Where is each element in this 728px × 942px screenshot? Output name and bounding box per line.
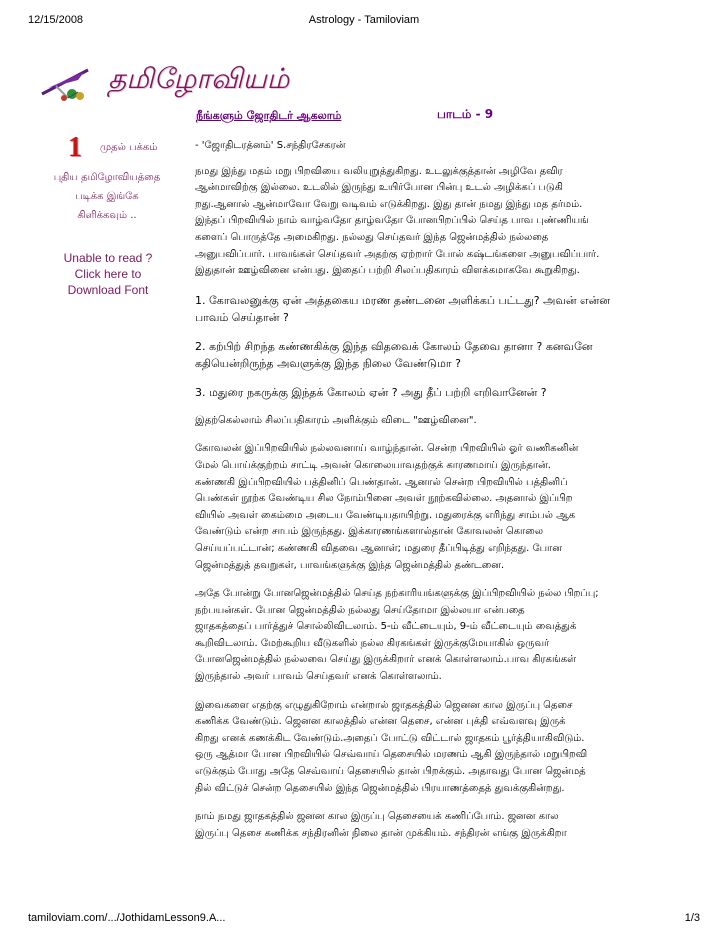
author-byline: - 'ஜோதிடரத்னம்' S.சந்திரசேகரன் (195, 140, 346, 151)
article-body (195, 138, 695, 854)
paragraph-line: எடுக்கும் போது அதே செவ்வாய் தெசையில் தான் பிறக்கும். அதாவது போன ஜென்மத் (195, 766, 586, 778)
first-page-label: முதல் பக்கம் (100, 142, 158, 153)
paragraph-line: செய்யப்பட்டான்; கண்ணகி விதவை ஆனாள்; மதுரை தீப்பிடித்து எறிந்தது. போன (195, 542, 562, 554)
paragraph-line: அதே போன்று போனஜென்மத்தில் செய்த நற்காரியங்களுக்கு இப்பிறவியில் நல்ல பிறப்பு; (195, 588, 599, 600)
paragraph (195, 698, 695, 798)
site-logo[interactable] (38, 58, 290, 108)
paragraph-line: இருப்பு தெசை கணிக்க சந்திரனின் நிலை தான் முக்கியம். சந்திரன் எங்கு இருக்கிறா (195, 827, 567, 839)
print-title: Astrology - Tamiloviam (308, 14, 420, 26)
paragraph-line: கணிக்க வேண்டும். ஜெனன காலத்தில் என்ன தெசை, என்ன புக்தி எவ்வளவு இருக் (195, 716, 566, 728)
quill-pen-icon (38, 64, 98, 104)
article-paragraphs (195, 164, 695, 843)
paragraph-line: இதுதான் ஊழ்வினை என்பது. இதைப் பற்றி சிலப்பதிகாரம் விளக்கமாகவே கூறுகிறது. (195, 265, 580, 277)
paragraph (195, 441, 695, 574)
paragraph-line: களைப் பொருத்தே அமைகிறது. நல்லது செய்தவர் இந்த ஜென்மத்தில் நல்லதை (195, 231, 549, 243)
lesson-number: பாடம் - 9 (437, 107, 494, 121)
paragraph-line: மேல் பொய்க்குற்றம் சாட்டி அவன் கொலையாவதற்குக் காரணமாய் இருந்தான். (195, 459, 551, 471)
paragraph (195, 586, 695, 686)
paragraph-line: இவைகளை எதற்கு எழுதுகிறோம் என்றால் ஜாதகத்தில் ஜெனன கால இருப்பு தெசை (195, 699, 573, 711)
paragraph (195, 164, 695, 280)
page-number: 1/3 (684, 912, 700, 924)
logo-text: தமிழோவியம் (108, 62, 290, 95)
lesson-title: நீங்களும் ஜோதிடர் ஆகலாம் (196, 109, 342, 122)
download-font-link[interactable] (38, 250, 178, 298)
paragraph-line: அனுபவிப்பார். பாவங்கள் செய்தவர் அதற்கு ஏற்றார் போல் கஷ்டங்களை அனுபவிப்பார். (195, 248, 600, 260)
print-footer (28, 912, 700, 928)
paragraph (195, 292, 695, 326)
paragraph-line: ஜாதகத்தைப் பார்த்துச் சொல்லிவிடலாம். 5-ம் வீட்டையும், 9-ம் வீட்டையும் வைத்துக் (195, 621, 577, 633)
page-one-number: 1 (68, 132, 82, 163)
paragraph-line: பெண்கள் நூற்க வேண்டிய சில நோம்பினை அவள் நூற்கவில்லை. அதனால் இப்பிற (195, 493, 573, 505)
paragraph-line: 2. கற்பிற் சிறந்த கண்ணகிக்கு இந்த விதவைக் கோலம் தேவை தானா ? கனவனே (195, 339, 593, 353)
paragraph-line: இருந்தால் அவர் பாவம் செய்தவர் எனக் கொள்ளலாம். (195, 671, 442, 683)
paragraph (195, 809, 695, 842)
paragraph-line: நமது இந்து மதம் மறு பிறவியை வலியுறுத்துகிறது. உடலுக்குத்தான் அழிவே தவிர (195, 165, 563, 177)
print-date: 12/15/2008 (28, 14, 84, 26)
paragraph-line: ஆன்மாவிற்கு இல்லை. உடலில் இருந்து உயிர்போன பின்பு உடல் அழிக்கப் படுகி (195, 182, 563, 194)
paragraph-line: தில் விட்டுச் சென்ற தெசையில் இந்த ஜென்மத்தில் பிரயாணத்தைத் துவக்குகின்றது. (195, 782, 565, 794)
paragraph-line: நற்பயன்கள். போன ஜென்மத்தில் நல்லது செய்தோமா இல்லயா என்பதை (195, 604, 525, 616)
paragraph-line: வேண்டும் என்ற சாபம் இருந்தது. இக்காரணங்களால்தான் கோவலன் கொலை (195, 526, 544, 538)
paragraph-line: ஜென்மத்துத் தவறுகள், பாவங்களுக்கு இந்த ஜென்மத்தில் தண்டனை. (195, 559, 505, 571)
first-page-link[interactable] (66, 134, 186, 168)
paragraph-line: கோவலன் இப்பிறவியில் நல்லவனாய் வாழ்ந்தான். சென்ற பிறவியில் ஓர் வணிகனின் (195, 443, 579, 455)
paragraph (195, 338, 695, 372)
new-tamiloviam-line: படிக்க இங்கே (75, 191, 139, 202)
new-tamiloviam-line: கிளிக்கவும் .. (77, 210, 137, 221)
paragraph-line: நாம் நமது ஜாதகத்தில் ஜனன கால இருப்பு தெசையைக் கணிப்போம். ஜனன கால (195, 811, 559, 823)
paragraph-line: வியில் அவள் கைம்மை அடைய வேண்டியதாயிற்று. மதுரைக்கு எரிந்து சாம்பல் ஆக (195, 509, 576, 521)
page-url: tamiloviam.com/.../JothidamLesson9.A... (28, 912, 226, 924)
paragraph-line: 1. கோவலனுக்கு ஏன் அத்தகைய மரண தண்டனை அளிக்கப் பட்டது? அவன் என்ன (195, 293, 610, 307)
paragraph-line: கண்ணகி இப்பிறவியில் பத்தினிப் பெண்தான். ஆனால் சென்ற பிறவியில் பத்தினிப் (195, 476, 568, 488)
download-font-line: Unable to read ? (63, 251, 153, 265)
download-font-line: Click here to (74, 267, 142, 281)
paragraph-line: ஒரு ஆத்மா போன பிறவியில் செவ்வாய் தெசையில் மரணம் ஆகி இருந்தால் மறுபிறவி (195, 749, 588, 761)
paragraph-line: றது.ஆனால் ஆன்மாவோ வேறு வடிவம் எடுக்கிறது. இது தான் நமது இந்து மத தர்மம். (195, 198, 583, 210)
paragraph-line: கூறிவிடலாம். மேற்கூறிய வீடுகளில் நல்ல கிரகங்கள் இருக்குமேயாகில் ஒருவர் (195, 637, 550, 649)
paragraph-line: பாவம் செய்தான் ? (195, 310, 289, 324)
paragraph-line: 3. மதுரை நகருக்கு இந்தக் கோலம் ஏன் ? அது தீப் பற்றி எறிவானேன் ? (195, 385, 547, 399)
paragraph (195, 384, 695, 401)
paragraph-line: கதியென்றிருந்த அவளுக்கு இந்த நிலை வேண்டுமா ? (195, 356, 461, 370)
paragraph-line: போனஜென்மத்தில் நல்லவை செய்து இருக்கிறார் எனக் கொள்ளலாம்.பாவ கிரகங்கள் (195, 654, 577, 666)
paragraph-line: கிறது எனக் கணக்கிட வேண்டும்.அதைப் போட்டு விட்டால் ஜாதகம் பூர்த்தியாகிவிடும். (195, 732, 585, 744)
download-font-line: Download Font (67, 283, 149, 297)
paragraph (195, 413, 695, 430)
new-tamiloviam-line: புதிய தமிழோவியத்தை (53, 172, 161, 183)
new-tamiloviam-link[interactable] (38, 168, 176, 225)
print-header (28, 14, 700, 30)
paragraph-line: இதற்கெல்லாம் சிலப்பதிகாரம் அளிக்கும் விடை "ஊழ்வினை". (195, 414, 477, 426)
paragraph-line: இந்தப் பிறவியில் நாம் வாழ்வதோ தாழ்வதோ போனபிறப்பில் செய்த பாவ புண்ணியங் (195, 215, 589, 227)
